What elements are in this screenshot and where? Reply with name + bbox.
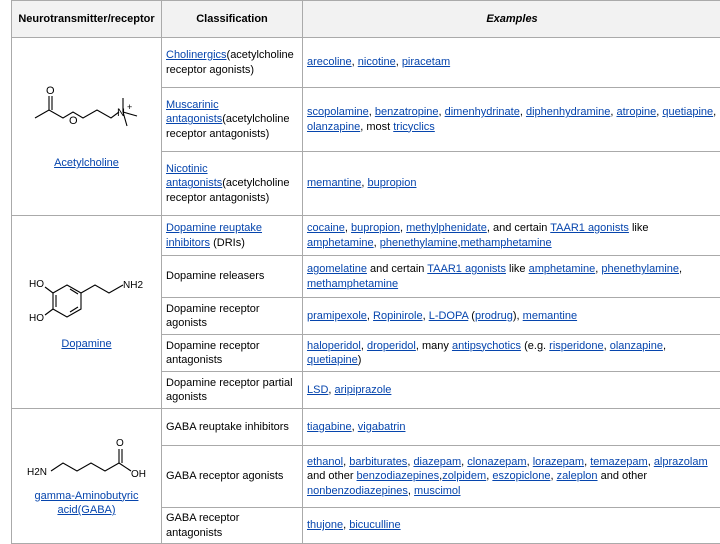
example-text: , (367, 310, 373, 322)
ach-o-label: O (46, 85, 55, 97)
drug-link[interactable]: lorazepam (533, 456, 584, 468)
example-text: , (343, 456, 349, 468)
dopamine-link[interactable]: Dopamine (61, 337, 111, 352)
example-text: , (396, 56, 402, 68)
classification-cell (162, 409, 303, 446)
example-text: , (423, 310, 429, 322)
drug-link[interactable]: quetiapine (307, 354, 358, 366)
svg-text:+: + (127, 102, 132, 112)
drug-link[interactable]: phenethylamine (601, 263, 679, 275)
table-row (12, 38, 720, 88)
drug-link[interactable]: ethanol (307, 456, 343, 468)
drug-link[interactable]: alprazolam (654, 456, 708, 468)
example-text: , (369, 106, 375, 118)
example-text: , (461, 456, 467, 468)
drug-link[interactable]: olanzapine (307, 121, 360, 133)
acetylcholine-link[interactable]: Acetylcholine (54, 156, 119, 171)
drug-link[interactable]: zolpidem (442, 470, 486, 482)
classification-link[interactable]: Cholinergics (166, 49, 227, 61)
drug-link[interactable]: benzatropine (375, 106, 439, 118)
example-text: , (408, 485, 414, 497)
example-text: , (648, 456, 654, 468)
classification-text: (DRIs) (210, 237, 245, 249)
dopamine-ho-label: HO (29, 279, 44, 290)
classification-text: GABA reuptake inhibitors (166, 421, 289, 433)
example-text: , (604, 340, 610, 352)
example-text: , (407, 456, 413, 468)
drug-link[interactable]: haloperidol (307, 340, 361, 352)
example-text: , (400, 222, 406, 234)
ach-o2-label: O (69, 115, 78, 127)
example-text: , (457, 237, 460, 249)
drug-link[interactable]: agomelatine (307, 263, 367, 275)
classification-link[interactable]: Dopamine reuptake inhibitors (166, 222, 262, 249)
table-row (12, 216, 720, 256)
drug-link[interactable]: barbiturates (349, 456, 407, 468)
example-text: and other (307, 470, 357, 482)
example-text: , (343, 519, 349, 531)
drug-link[interactable]: bicuculline (349, 519, 400, 531)
example-text: , (713, 106, 716, 118)
ach-n-label: N (117, 107, 125, 119)
example-text: , (352, 421, 358, 433)
examples-cell (303, 409, 720, 446)
drug-link[interactable]: LSD (307, 384, 328, 396)
classification-cell (162, 38, 303, 88)
acetylcholine-cell (12, 38, 162, 216)
example-text: ) (358, 354, 362, 366)
example-text: , (439, 470, 442, 482)
dopamine-nh2-label: NH2 (123, 280, 143, 291)
drug-link[interactable]: thujone (307, 519, 343, 531)
example-text: ( (468, 310, 475, 322)
example-text: , (439, 106, 445, 118)
drug-link[interactable]: quetiapine (662, 106, 713, 118)
classification-text: Dopamine receptor agonists (166, 303, 260, 330)
classification-link[interactable]: Nicotinic antagonists (166, 163, 222, 190)
example-text: , (656, 106, 662, 118)
example-text: and certain (367, 263, 427, 275)
example-text: , and certain (487, 222, 550, 234)
example-text: , (520, 106, 526, 118)
examples-cell (303, 38, 720, 88)
drug-link[interactable]: nicotine (358, 56, 396, 68)
table-row (12, 409, 720, 446)
classification-cell (162, 508, 303, 544)
drug-link[interactable]: methamphetamine (461, 237, 552, 249)
gaba-o-label: O (116, 438, 124, 449)
classification-text: Dopamine releasers (166, 270, 264, 282)
drug-link[interactable]: methylphenidate (406, 222, 487, 234)
drug-link[interactable]: cocaine (307, 222, 345, 234)
drug-link[interactable]: L-DOPA (429, 310, 469, 322)
drug-link[interactable]: arecoline (307, 56, 352, 68)
example-text: , (328, 384, 334, 396)
example-text: like (629, 222, 649, 234)
drug-link[interactable]: diazepam (413, 456, 461, 468)
example-text: , (352, 56, 358, 68)
classification-cell (162, 372, 303, 409)
dopamine-structure-icon (27, 273, 147, 333)
classification-cell (162, 298, 303, 335)
classification-text: Dopamine receptor antagonists (166, 340, 260, 367)
drug-link[interactable]: pramipexole (307, 310, 367, 322)
classification-cell (162, 152, 303, 216)
examples-cell (303, 256, 720, 298)
dopamine-cell (12, 216, 162, 409)
drug-link[interactable]: TAAR1 agonists (550, 222, 629, 234)
classification-cell (162, 446, 303, 508)
drug-link[interactable]: methamphetamine (307, 278, 398, 290)
drug-link[interactable]: clonazepam (467, 456, 526, 468)
drug-link[interactable]: risperidone (549, 340, 603, 352)
example-text: , (584, 456, 590, 468)
drug-link[interactable]: amphetamine (529, 263, 596, 275)
gaba-structure-icon (27, 435, 147, 485)
examples-cell (303, 216, 720, 256)
classification-text: GABA receptor antagonists (166, 512, 239, 539)
dopamine-ho2-label: HO (29, 313, 44, 324)
drug-link[interactable]: amphetamine (307, 237, 374, 249)
drug-link[interactable]: zaleplon (557, 470, 598, 482)
drug-link[interactable]: atropine (616, 106, 656, 118)
examples-cell (303, 372, 720, 409)
drug-link[interactable]: vigabatrin (358, 421, 406, 433)
drug-link[interactable]: nonbenzodiazepines (307, 485, 408, 497)
classification-cell (162, 256, 303, 298)
gaba-oh-label: OH (131, 469, 146, 480)
drug-link[interactable]: memantine (307, 177, 361, 189)
example-text: , (679, 263, 682, 275)
drug-link[interactable]: phenethylamine (380, 237, 458, 249)
drug-link[interactable]: bupropion (368, 177, 417, 189)
drug-link[interactable]: benzodiazepines (357, 470, 440, 482)
examples-cell (303, 88, 720, 152)
drug-link[interactable]: TAAR1 agonists (427, 263, 506, 275)
drug-link[interactable]: eszopiclone (492, 470, 550, 482)
example-text: , (345, 222, 351, 234)
drug-link[interactable]: tiagabine (307, 421, 352, 433)
example-text: , (610, 106, 616, 118)
example-text: and other (598, 470, 648, 482)
example-text: , (527, 456, 533, 468)
examples-cell (303, 298, 720, 335)
classification-cell (162, 88, 303, 152)
header-row (12, 1, 720, 38)
example-text: (e.g. (521, 340, 549, 352)
drug-link[interactable]: antipsychotics (452, 340, 521, 352)
example-text: ), (513, 310, 523, 322)
classification-cell (162, 335, 303, 372)
drug-link[interactable]: piracetam (402, 56, 450, 68)
example-text: , (486, 470, 492, 482)
drug-link[interactable]: scopolamine (307, 106, 369, 118)
drug-link[interactable]: aripiprazole (335, 384, 392, 396)
classification-text: (acetylcholine receptor antagonists) (166, 113, 290, 140)
drug-link[interactable]: olanzapine (610, 340, 663, 352)
gaba-link[interactable]: gamma-Aminobutyric acid(GABA) (16, 489, 157, 518)
drug-link[interactable]: droperidol (367, 340, 416, 352)
examples-cell (303, 335, 720, 372)
classification-text: GABA receptor agonists (166, 470, 283, 482)
gaba-h2n-label: H2N (27, 467, 47, 478)
header-examples: Examples (303, 1, 720, 38)
classification-link[interactable]: Muscarinic antagonists (166, 99, 222, 126)
example-text: , (361, 340, 367, 352)
drug-link[interactable]: bupropion (351, 222, 400, 234)
examples-cell (303, 446, 720, 508)
classification-text: (acetylcholine receptor agonists) (166, 49, 294, 76)
example-text: , many (416, 340, 452, 352)
example-text: , (361, 177, 367, 189)
drug-link[interactable]: muscimol (414, 485, 460, 497)
example-text: , (374, 237, 380, 249)
header-receptor: Neurotransmitter/receptor (12, 1, 162, 38)
example-text: like (506, 263, 529, 275)
example-text: , most (360, 121, 393, 133)
examples-cell (303, 508, 720, 544)
drug-link[interactable]: diphenhydramine (526, 106, 610, 118)
acetylcholine-structure-icon (27, 82, 147, 152)
examples-cell (303, 152, 720, 216)
drug-link[interactable]: dimenhydrinate (445, 106, 520, 118)
gaba-cell (12, 409, 162, 544)
drug-link[interactable]: memantine (523, 310, 577, 322)
example-text: , (550, 470, 556, 482)
drug-link[interactable]: prodrug (475, 310, 513, 322)
example-text: , (663, 340, 666, 352)
classification-text: (acetylcholine receptor antagonists) (166, 177, 290, 204)
drug-link[interactable]: Ropinirole (373, 310, 423, 322)
example-text: , (595, 263, 601, 275)
header-classification: Classification (162, 1, 303, 38)
drug-link[interactable]: temazepam (590, 456, 647, 468)
classification-text: Dopamine receptor partial agonists (166, 377, 293, 404)
classification-cell (162, 216, 303, 256)
neurotransmitter-table (11, 0, 720, 544)
drug-link[interactable]: tricyclics (393, 121, 435, 133)
